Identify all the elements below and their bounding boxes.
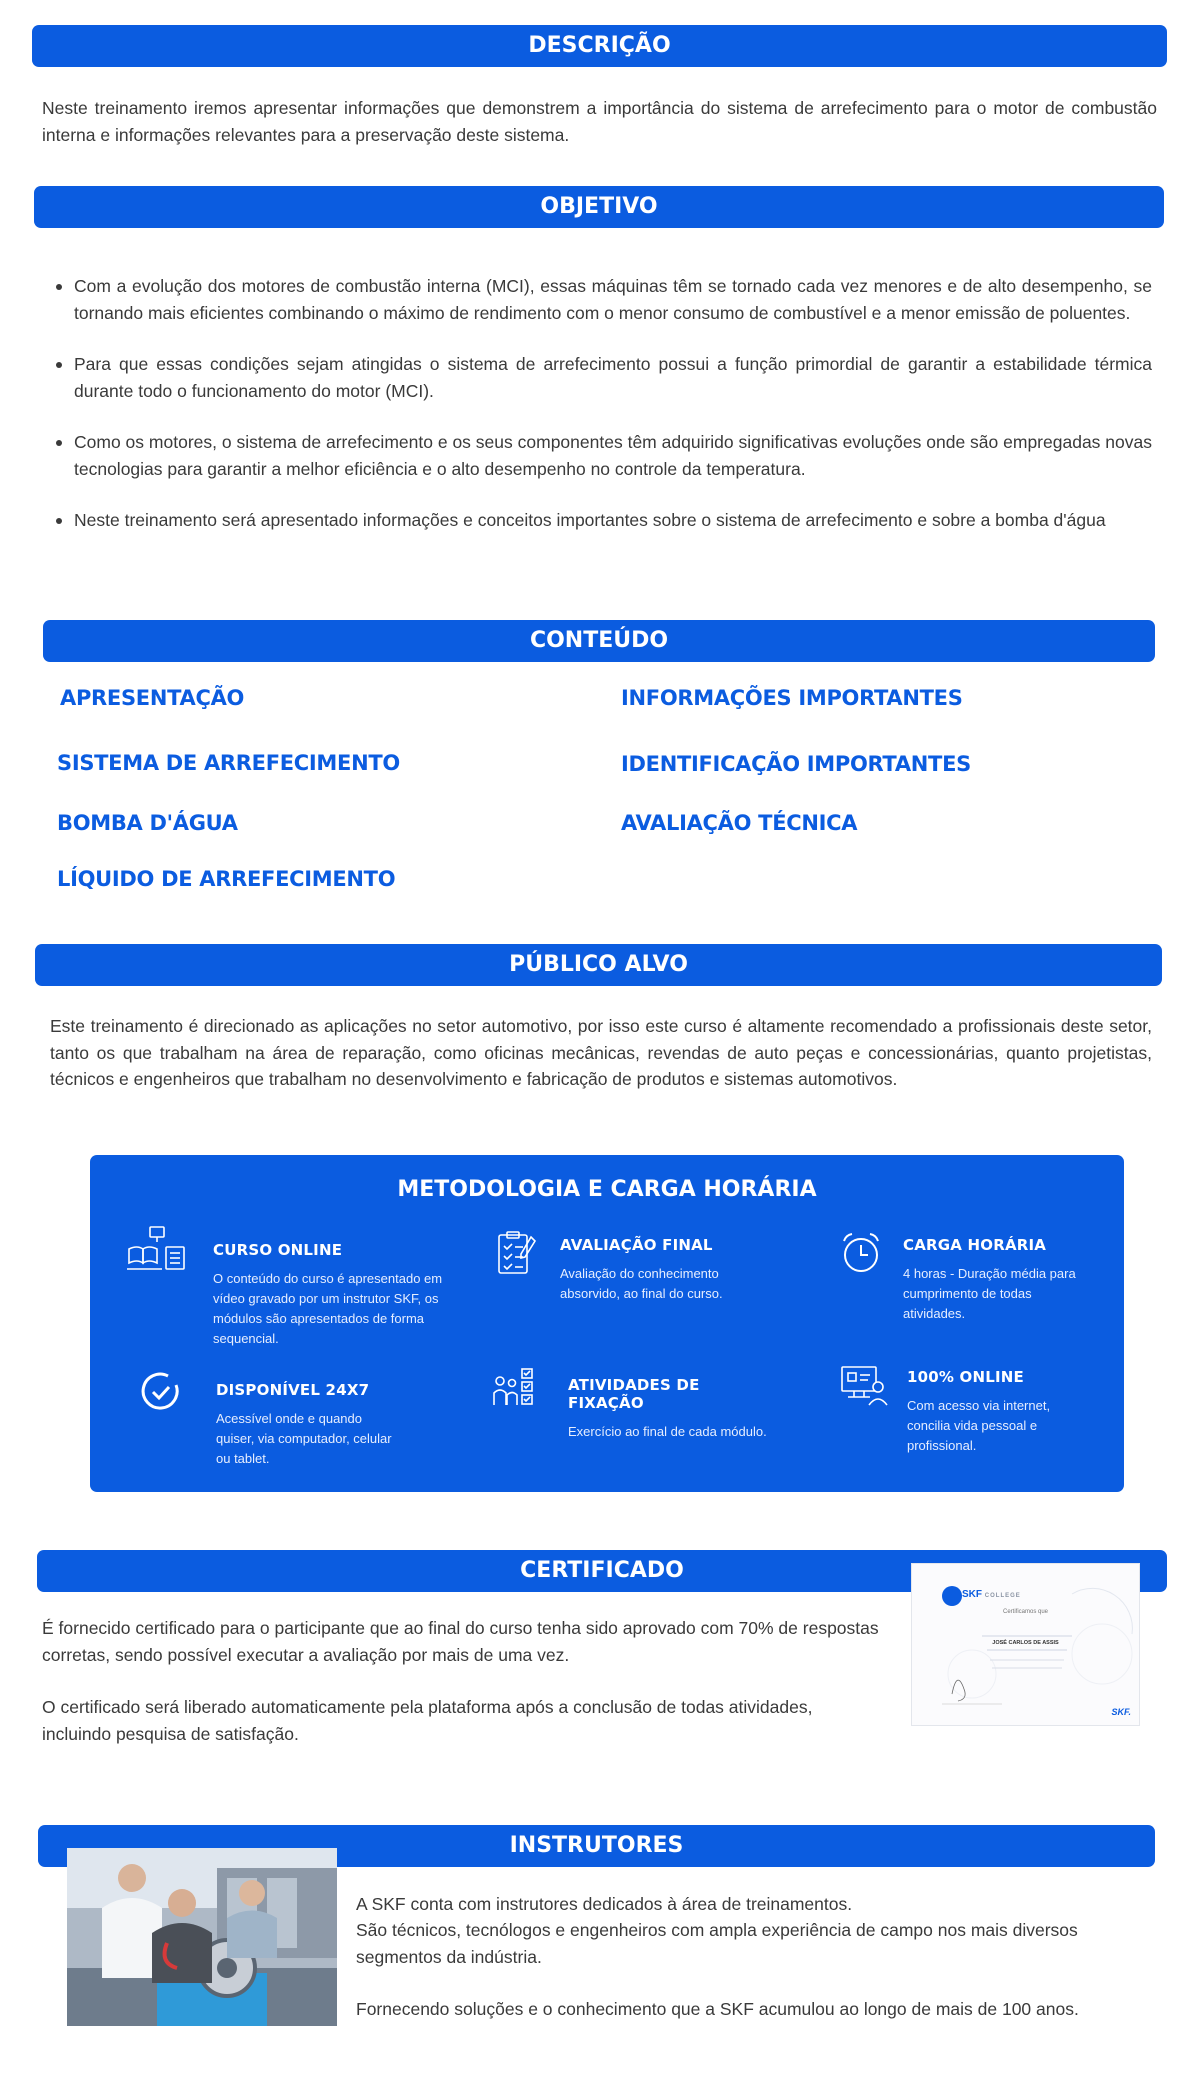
computer-user-icon [840, 1365, 888, 1407]
objetivo-item: Para que essas condições sejam atingidas o sistema de arrefecimento possui a função primordial de garantir a estabilidade térmica durante todo o funcionamento do motor (MCI). [42, 351, 1152, 404]
metodologia-item-title: DISPONÍVEL 24X7 [216, 1381, 370, 1399]
topic-avaliacao-tecnica: AVALIAÇÃO TÉCNICA [621, 811, 858, 835]
check-circle-icon [140, 1371, 182, 1413]
metodologia-item-title: 100% ONLINE [907, 1368, 1025, 1386]
metodologia-item-title: CURSO ONLINE [213, 1241, 343, 1259]
certificate-brand [962, 1589, 1021, 1600]
certificate-logo: SKF. [1111, 1707, 1131, 1717]
instrutores-line-3: Fornecendo soluções e o conhecimento que a SKF acumulou ao longo de mais de 100 anos. [356, 1999, 1079, 2019]
metodologia-item-100-online [907, 1368, 1087, 1456]
online-course-icon [126, 1225, 188, 1277]
section-header-certificado: CERTIFICADO [37, 1550, 1167, 1592]
section-header-descricao: DESCRIÇÃO [32, 25, 1167, 67]
metodologia-title: METODOLOGIA E CARGA HORÁRIA [397, 1177, 817, 1202]
topic-bomba-agua: BOMBA D'ÁGUA [57, 811, 238, 835]
people-checklist-icon [492, 1367, 538, 1409]
certificate-image [911, 1563, 1140, 1726]
metodologia-item-text: Com acesso via internet, concilia vida pessoal e profissional. [907, 1398, 1051, 1453]
publico-text: Este treinamento é direcionado as aplicações no setor automotivo, por isso este curso é altamente recomendado a profissionais deste setor, tanto os que trabalham na área de reparação, como oficinas mecânicas, revendas de auto peças e concessionárias, quanto projetistas, técnicos e engenheiros que trabalham no desenvolvimento e fabricação de produtos e sistemas automotivos. [50, 1016, 1152, 1089]
certificate-heading: Certificamos que [1002, 1609, 1049, 1615]
metodologia-item-avaliacao-final [560, 1236, 750, 1304]
metodologia-item-text: O conteúdo do curso é apresentado em vídeo gravado por um instrutor SKF, os módulos são apresentados de forma sequencial. [213, 1271, 443, 1346]
certificado-text-2: O certificado será liberado automaticamente pela plataforma após a conclusão de todas atividades, incluindo pesquisa de satisfação. [42, 1697, 813, 1744]
section-header-publico-alvo: PÚBLICO ALVO [35, 944, 1162, 986]
certificate-brand-college: COLLEGE [984, 1593, 1021, 1599]
certificado-text-1: É fornecido certificado para o participante que ao final do curso tenha sido aprovado com 70% de respostas corretas, sendo possível executar a avaliação por mais de uma vez. [42, 1618, 879, 1665]
section-header-objetivo: OBJETIVO [34, 186, 1164, 228]
objetivo-list [42, 273, 1152, 559]
descricao-text: Neste treinamento iremos apresentar informações que demonstrem a importância do sistema de arrefecimento para o motor de combustão interna e informações relevantes para a preservação deste sistema. [42, 98, 1157, 145]
certificate-brand-skf: SKF [962, 1589, 982, 1600]
instrutores-line-2: São técnicos, tecnólogos e engenheiros com ampla experiência de campo nos mais diversos segmentos da indústria. [356, 1920, 1078, 1967]
objetivo-item: Como os motores, o sistema de arrefecimento e os seus componentes têm adquirido significativas evoluções onde são empregadas novas tecnologias para garantir a melhor eficiência e o alto desempenho no controle da temperatura. [42, 429, 1152, 482]
instructors-photo-drawing [67, 1848, 337, 2026]
metodologia-item-title: CARGA HORÁRIA [903, 1236, 1047, 1254]
metodologia-item-atividades [568, 1376, 768, 1442]
objetivo-item: Neste treinamento será apresentado informações e conceitos importantes sobre o sistema de arrefecimento e sobre a bomba d'água [42, 507, 1152, 534]
metodologia-item-text: Exercício ao final de cada módulo. [568, 1424, 767, 1439]
metodologia-item-text: Acessível onde e quando quiser, via computador, celular ou tablet. [216, 1411, 392, 1466]
instructors-photo [67, 1848, 337, 2026]
section-header-conteudo: CONTEÚDO [43, 620, 1155, 662]
clipboard-checklist-icon [495, 1231, 537, 1275]
metodologia-panel [90, 1155, 1124, 1492]
instrutores-line-1: A SKF conta com instrutores dedicados à área de treinamentos. [356, 1894, 853, 1914]
section-header-instrutores: INSTRUTORES [38, 1825, 1155, 1867]
metodologia-item-title: ATIVIDADES DE FIXAÇÃO [568, 1376, 700, 1412]
topic-sistema-arrefecimento: SISTEMA DE ARREFECIMENTO [57, 751, 400, 775]
certificate-name: JOSÉ CARLOS DE ASSIS [992, 1640, 1059, 1646]
metodologia-item-curso-online [213, 1241, 448, 1349]
metodologia-item-disponivel [216, 1381, 396, 1469]
topic-identificacao-importantes: IDENTIFICAÇÃO IMPORTANTES [621, 752, 971, 776]
metodologia-item-text: 4 horas - Duração média para cumprimento de todas atividades. [903, 1266, 1076, 1321]
topic-liquido-arrefecimento: LÍQUIDO DE ARREFECIMENTO [57, 867, 396, 891]
metodologia-item-text: Avaliação do conhecimento absorvido, ao final do curso. [560, 1266, 723, 1301]
objetivo-item: Com a evolução dos motores de combustão interna (MCI), essas máquinas têm se tornado cada vez menores e de alto desempenho, se tornando mais eficientes combinando o máximo de rendimento com o menor consumo de combustível e a menor emissão de poluentes. [42, 273, 1152, 326]
metodologia-item-title: AVALIAÇÃO FINAL [560, 1236, 713, 1254]
topic-apresentacao: APRESENTAÇÃO [60, 686, 245, 710]
metodologia-item-carga-horaria [903, 1236, 1083, 1324]
alarm-clock-icon [840, 1231, 882, 1275]
topic-informacoes-importantes: INFORMAÇÕES IMPORTANTES [621, 686, 963, 710]
